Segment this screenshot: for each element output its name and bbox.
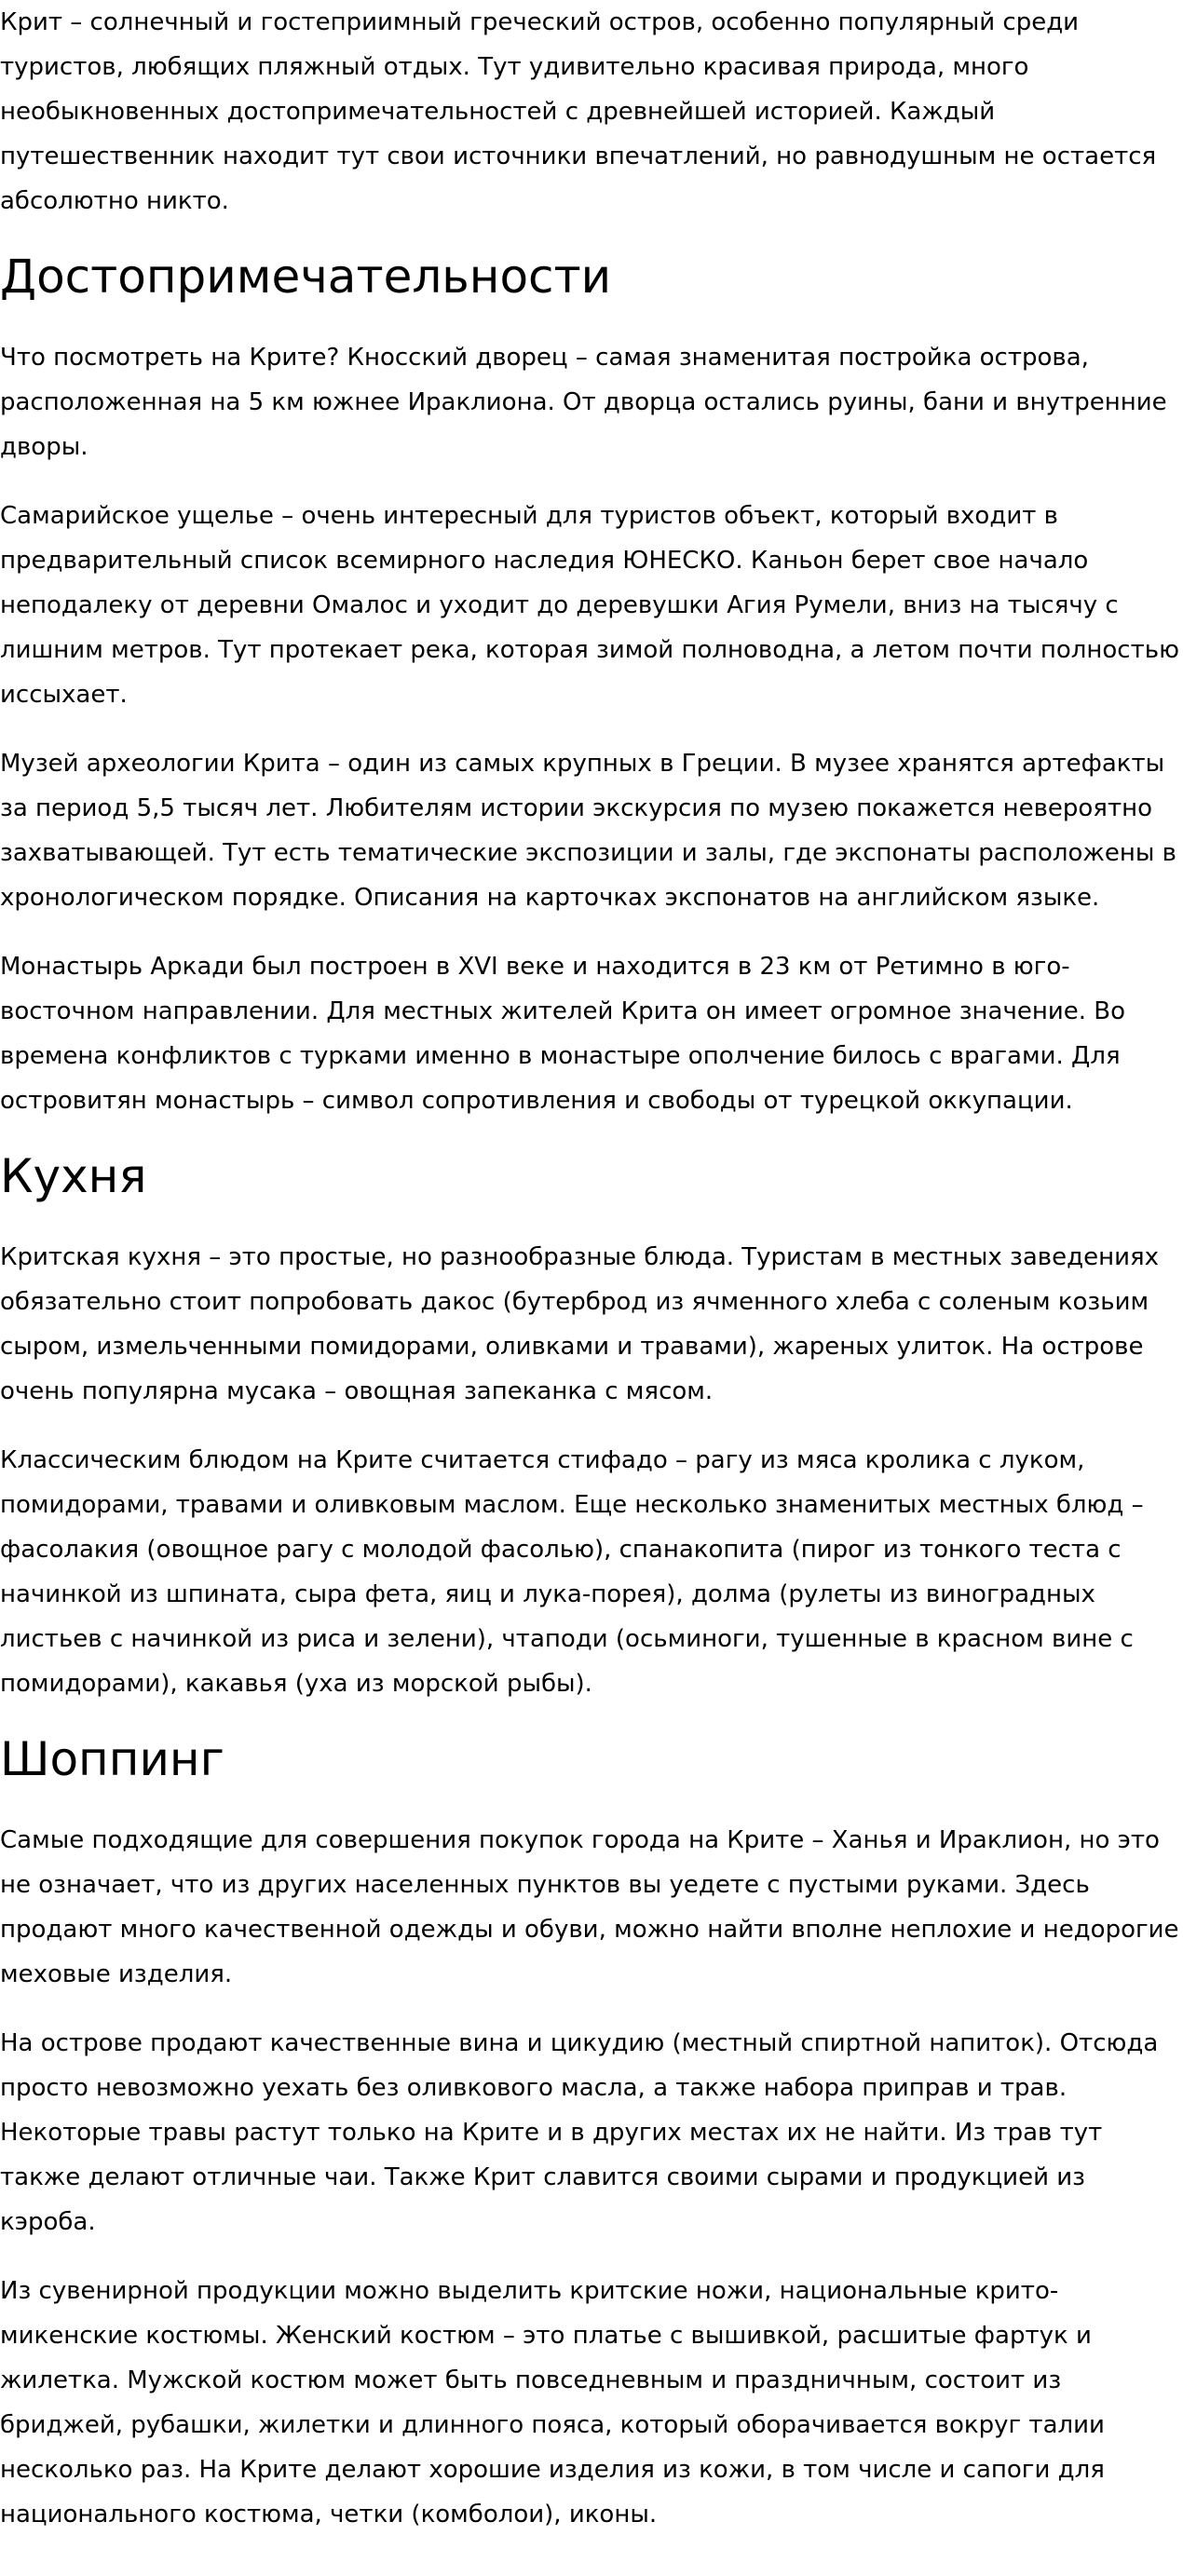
section-heading-cuisine: Кухня: [0, 1149, 147, 1203]
paragraph-samaria: Самарийское ущелье – очень интересный для туристов объект, который входит в предварительный список всемирного наследия ЮНЕСКО. Каньон берет свое начало неподалеку от деревни Омалос и уходит до деревушки Агия Румели, вниз на тысячу с лишним метров. Тут протекает река, которая зимой полноводна, а летом почти полностью иссыхает.: [0, 502, 1179, 709]
intro-paragraph: Крит – солнечный и гостеприимный греческий остров, особенно популярный среди туристов, любящих пляжный отдых. Тут удивительно красивая природа, много необыкновенных достопримечательностей с древнейшей историей. Каждый путешественник находит тут свои источники впечатлений, но равнодушным не остается абсолютно никто.: [0, 8, 1157, 215]
paragraph-cuisine-dishes: Классическим блюдом на Крите считается стифадо – рагу из мяса кролика с луком, помидорами, травами и оливковым маслом. Еще несколько знаменитых местных блюд – фасолакия (овощное рагу с молодой фасолью), спанакопита (пирог из тонкого теста с начинкой из шпината, сыра фета, яиц и лука-порея), долма (рулеты из виноградных листьев с начинкой из риса и зелени), чтаподи (осьминоги, тушенные в красном вине с помидорами), какавья (уха из морской рыбы).: [0, 1446, 1144, 1698]
paragraph-shopping-products: На острове продают качественные вина и цикудию (местный спиртной напиток). Отсюда просто невозможно уехать без оливкового масла, а также набора приправ и трав. Некоторые травы растут только на Крите и в других местах их не найти. Из трав тут также делают отличные чаи. Также Крит славится своими сырами и продукцией из кэроба.: [0, 2029, 1159, 2236]
paragraph-shopping-cities: Самые подходящие для совершения покупок города на Крите – Ханья и Ираклион, но это не означает, что из других населенных пунктов вы уедете с пустыми руками. Здесь продают много качественной одежды и обуви, можно найти вполне неплохие и недорогие меховые изделия.: [0, 1826, 1179, 1988]
paragraph-knossos: Что посмотреть на Крите? Кносский дворец – самая знаменитая постройка острова, расположенная на 5 км южнее Ираклиона. От дворца остались руины, бани и внутренние дворы.: [0, 344, 1167, 461]
section-heading-sights: Достопримечательности: [0, 250, 612, 304]
paragraph-arkadi: Монастырь Аркади был построен в XVI веке и находится в 23 км от Ретимно в юго-восточном направлении. Для местных жителей Крита он имеет огромное значение. Во времена конфликтов с турками именно в монастыре ополчение билось с врагами. Для островитян монастырь – символ сопротивления и свободы от турецкой оккупации.: [0, 953, 1125, 1115]
paragraph-shopping-souvenirs: Из сувенирной продукции можно выделить критские ножи, национальные крито-микенские костюмы. Женский костюм – это платье с вышивкой, расшитые фартук и жилетка. Мужской костюм может быть повседневным и праздничным, состоит из бриджей, рубашки, жилетки и длинного пояса, который оборачивается вокруг талии несколько раз. На Крите делают хорошие изделия из кожи, в том числе и сапоги для национального костюма, четки (комболои), иконы.: [0, 2277, 1105, 2529]
paragraph-museum: Музей археологии Крита – один из самых крупных в Греции. В музее хранятся артефакты за период 5,5 тысяч лет. Любителям истории экскурсия по музею покажется невероятно захватывающей. Тут есть тематические экспозиции и залы, где экспонаты расположены в хронологическом порядке. Описания на карточках экспонатов на английском языке.: [0, 750, 1176, 912]
section-heading-shopping: Шоппинг: [0, 1732, 224, 1786]
paragraph-cuisine-intro: Критская кухня – это простые, но разнообразные блюда. Туристам в местных заведениях обязательно стоит попробовать дакос (бутерброд из ячменного хлеба с соленым козьим сыром, измельченными помидорами, оливками и травами), жареных улиток. На острове очень популярна мусака – овощная запеканка с мясом.: [0, 1243, 1160, 1405]
